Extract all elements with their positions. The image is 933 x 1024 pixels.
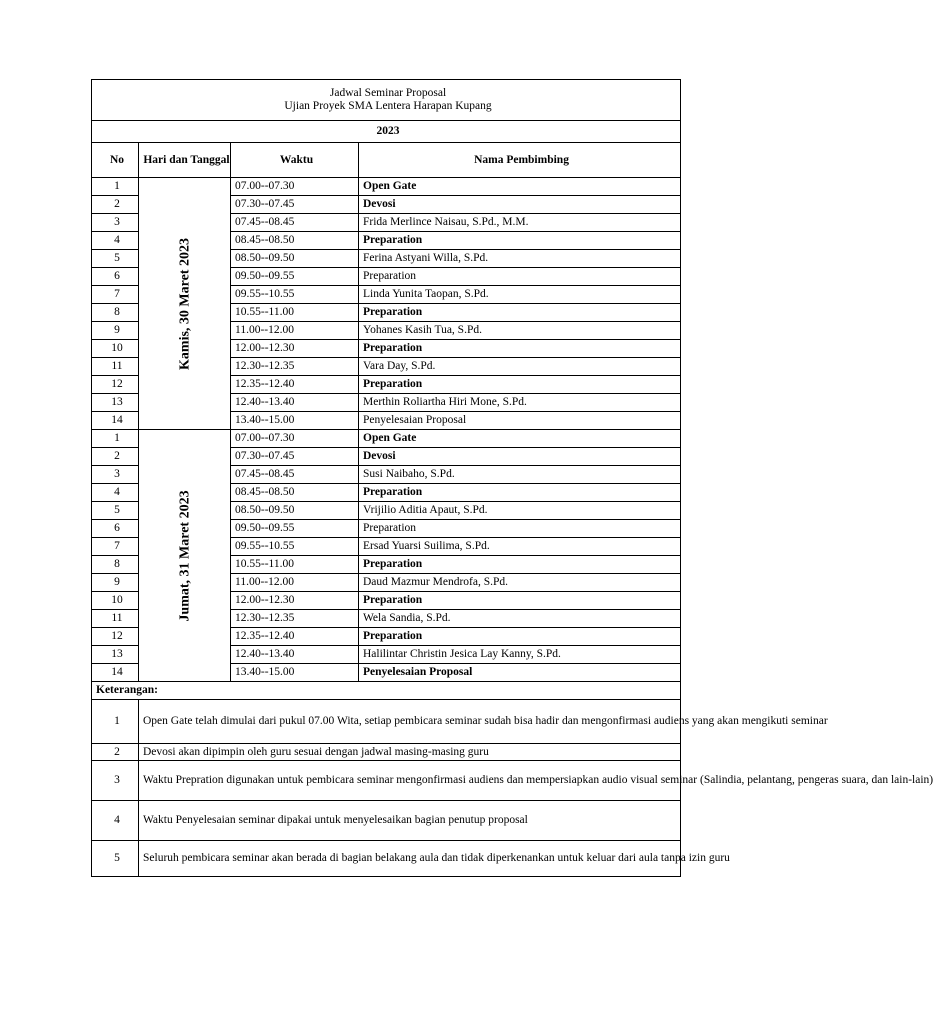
time-cell: 12.35--12.40 bbox=[231, 628, 359, 646]
note-text: Seluruh pembicara seminar akan berada di bagian belakang aula dan tidak diperkenankan untuk keluar dari aula tanpa izin guru bbox=[139, 841, 681, 877]
supervisor-cell: Ersad Yuarsi Suilima, S.Pd. bbox=[359, 538, 681, 556]
supervisor-cell: Vara Day, S.Pd. bbox=[359, 358, 681, 376]
supervisor-cell: Preparation bbox=[359, 484, 681, 502]
note-number: 2 bbox=[92, 744, 139, 761]
time-cell: 12.00--12.30 bbox=[231, 340, 359, 358]
supervisor-cell: Open Gate bbox=[359, 178, 681, 196]
supervisor-cell: Merthin Roliartha Hiri Mone, S.Pd. bbox=[359, 394, 681, 412]
time-cell: 12.00--12.30 bbox=[231, 592, 359, 610]
time-cell: 10.55--11.00 bbox=[231, 556, 359, 574]
year-row bbox=[92, 121, 681, 143]
note-number: 4 bbox=[92, 801, 139, 841]
row-number: 14 bbox=[92, 664, 139, 682]
header-day: Hari dan Tanggal bbox=[139, 143, 231, 178]
time-cell: 12.30--12.35 bbox=[231, 610, 359, 628]
row-number: 13 bbox=[92, 646, 139, 664]
row-number: 5 bbox=[92, 250, 139, 268]
row-number: 9 bbox=[92, 322, 139, 340]
note-row bbox=[92, 761, 681, 801]
keterangan-row bbox=[92, 682, 681, 700]
title-row bbox=[92, 80, 681, 121]
note-number: 5 bbox=[92, 841, 139, 877]
row-number: 8 bbox=[92, 556, 139, 574]
note-number: 1 bbox=[92, 700, 139, 744]
supervisor-cell: Preparation bbox=[359, 340, 681, 358]
supervisor-cell: Yohanes Kasih Tua, S.Pd. bbox=[359, 322, 681, 340]
time-cell: 11.00--12.00 bbox=[231, 322, 359, 340]
supervisor-cell: Frida Merlince Naisau, S.Pd., M.M. bbox=[359, 214, 681, 232]
row-number: 3 bbox=[92, 214, 139, 232]
row-number: 1 bbox=[92, 430, 139, 448]
row-number: 7 bbox=[92, 538, 139, 556]
supervisor-cell: Devosi bbox=[359, 448, 681, 466]
supervisor-cell: Preparation bbox=[359, 304, 681, 322]
supervisor-cell: Preparation bbox=[359, 628, 681, 646]
supervisor-cell: Halilintar Christin Jesica Lay Kanny, S.Pd. bbox=[359, 646, 681, 664]
row-number: 1 bbox=[92, 178, 139, 196]
time-cell: 07.00--07.30 bbox=[231, 430, 359, 448]
note-row bbox=[92, 841, 681, 877]
time-cell: 07.30--07.45 bbox=[231, 448, 359, 466]
row-number: 8 bbox=[92, 304, 139, 322]
note-row bbox=[92, 801, 681, 841]
time-cell: 13.40--15.00 bbox=[231, 412, 359, 430]
note-text: Waktu Penyelesaian seminar dipakai untuk menyelesaikan bagian penutup proposal bbox=[139, 801, 681, 841]
supervisor-cell: Daud Mazmur Mendrofa, S.Pd. bbox=[359, 574, 681, 592]
row-number: 6 bbox=[92, 268, 139, 286]
title-cell bbox=[92, 80, 681, 121]
time-cell: 12.40--13.40 bbox=[231, 646, 359, 664]
row-number: 14 bbox=[92, 412, 139, 430]
row-number: 4 bbox=[92, 484, 139, 502]
supervisor-cell: Preparation bbox=[359, 556, 681, 574]
row-number: 9 bbox=[92, 574, 139, 592]
row-number: 7 bbox=[92, 286, 139, 304]
supervisor-cell: Devosi bbox=[359, 196, 681, 214]
note-row bbox=[92, 744, 681, 761]
supervisor-cell: Susi Naibaho, S.Pd. bbox=[359, 466, 681, 484]
row-number: 11 bbox=[92, 358, 139, 376]
time-cell: 07.30--07.45 bbox=[231, 196, 359, 214]
note-text: Open Gate telah dimulai dari pukul 07.00 Wita, setiap pembicara seminar sudah bisa hadir dan mengonfirmasi audiens yang akan mengikuti seminar bbox=[139, 700, 681, 744]
row-number: 12 bbox=[92, 376, 139, 394]
time-cell: 07.00--07.30 bbox=[231, 178, 359, 196]
supervisor-cell: Penyelesaian Proposal bbox=[359, 412, 681, 430]
supervisor-cell: Preparation bbox=[359, 376, 681, 394]
day-label: Kamis, 30 Maret 2023 bbox=[177, 237, 192, 370]
row-number: 12 bbox=[92, 628, 139, 646]
row-number: 6 bbox=[92, 520, 139, 538]
header-supervisor: Nama Pembimbing bbox=[359, 143, 681, 178]
note-text: Waktu Prepration digunakan untuk pembicara seminar mengonfirmasi audiens dan mempersiapkan audio visual seminar (Salindia, pelantang, pengeras suara, dan lain-lain) bbox=[139, 761, 681, 801]
row-number: 2 bbox=[92, 196, 139, 214]
time-cell: 12.35--12.40 bbox=[231, 376, 359, 394]
time-cell: 08.45--08.50 bbox=[231, 484, 359, 502]
year-cell: 2023 bbox=[92, 121, 681, 143]
schedule-row bbox=[92, 178, 681, 196]
row-number: 11 bbox=[92, 610, 139, 628]
day-cell bbox=[139, 178, 231, 430]
day-label: Jumat, 31 Maret 2023 bbox=[177, 489, 192, 622]
header-row bbox=[92, 143, 681, 178]
schedule-table bbox=[91, 79, 933, 877]
time-cell: 09.50--09.55 bbox=[231, 520, 359, 538]
row-number: 2 bbox=[92, 448, 139, 466]
time-cell: 08.50--09.50 bbox=[231, 502, 359, 520]
time-cell: 07.45--08.45 bbox=[231, 214, 359, 232]
row-number: 13 bbox=[92, 394, 139, 412]
time-cell: 08.50--09.50 bbox=[231, 250, 359, 268]
time-cell: 12.30--12.35 bbox=[231, 358, 359, 376]
time-cell: 11.00--12.00 bbox=[231, 574, 359, 592]
supervisor-cell: Vrijilio Aditia Apaut, S.Pd. bbox=[359, 502, 681, 520]
supervisor-cell: Open Gate bbox=[359, 430, 681, 448]
keterangan-label: Keterangan: bbox=[92, 682, 681, 700]
time-cell: 10.55--11.00 bbox=[231, 304, 359, 322]
time-cell: 09.50--09.55 bbox=[231, 268, 359, 286]
supervisor-cell: Ferina Astyani Willa, S.Pd. bbox=[359, 250, 681, 268]
supervisor-cell: Penyelesaian Proposal bbox=[359, 664, 681, 682]
row-number: 5 bbox=[92, 502, 139, 520]
header-no: No bbox=[92, 143, 139, 178]
header-time: Waktu bbox=[231, 143, 359, 178]
title-line-1: Jadwal Seminar Proposal bbox=[329, 87, 447, 99]
note-row bbox=[92, 700, 681, 744]
note-number: 3 bbox=[92, 761, 139, 801]
row-number: 10 bbox=[92, 340, 139, 358]
note-text: Devosi akan dipimpin oleh guru sesuai dengan jadwal masing-masing guru bbox=[139, 744, 681, 761]
time-cell: 13.40--15.00 bbox=[231, 664, 359, 682]
row-number: 10 bbox=[92, 592, 139, 610]
supervisor-cell: Preparation bbox=[359, 268, 681, 286]
supervisor-cell: Preparation bbox=[359, 592, 681, 610]
row-number: 3 bbox=[92, 466, 139, 484]
row-number: 4 bbox=[92, 232, 139, 250]
title-line-2: Ujian Proyek SMA Lentera Harapan Kupang bbox=[284, 100, 492, 112]
day-cell bbox=[139, 430, 231, 682]
supervisor-cell: Wela Sandia, S.Pd. bbox=[359, 610, 681, 628]
time-cell: 09.55--10.55 bbox=[231, 538, 359, 556]
time-cell: 07.45--08.45 bbox=[231, 466, 359, 484]
time-cell: 12.40--13.40 bbox=[231, 394, 359, 412]
time-cell: 08.45--08.50 bbox=[231, 232, 359, 250]
supervisor-cell: Linda Yunita Taopan, S.Pd. bbox=[359, 286, 681, 304]
time-cell: 09.55--10.55 bbox=[231, 286, 359, 304]
supervisor-cell: Preparation bbox=[359, 232, 681, 250]
supervisor-cell: Preparation bbox=[359, 520, 681, 538]
schedule-row bbox=[92, 430, 681, 448]
